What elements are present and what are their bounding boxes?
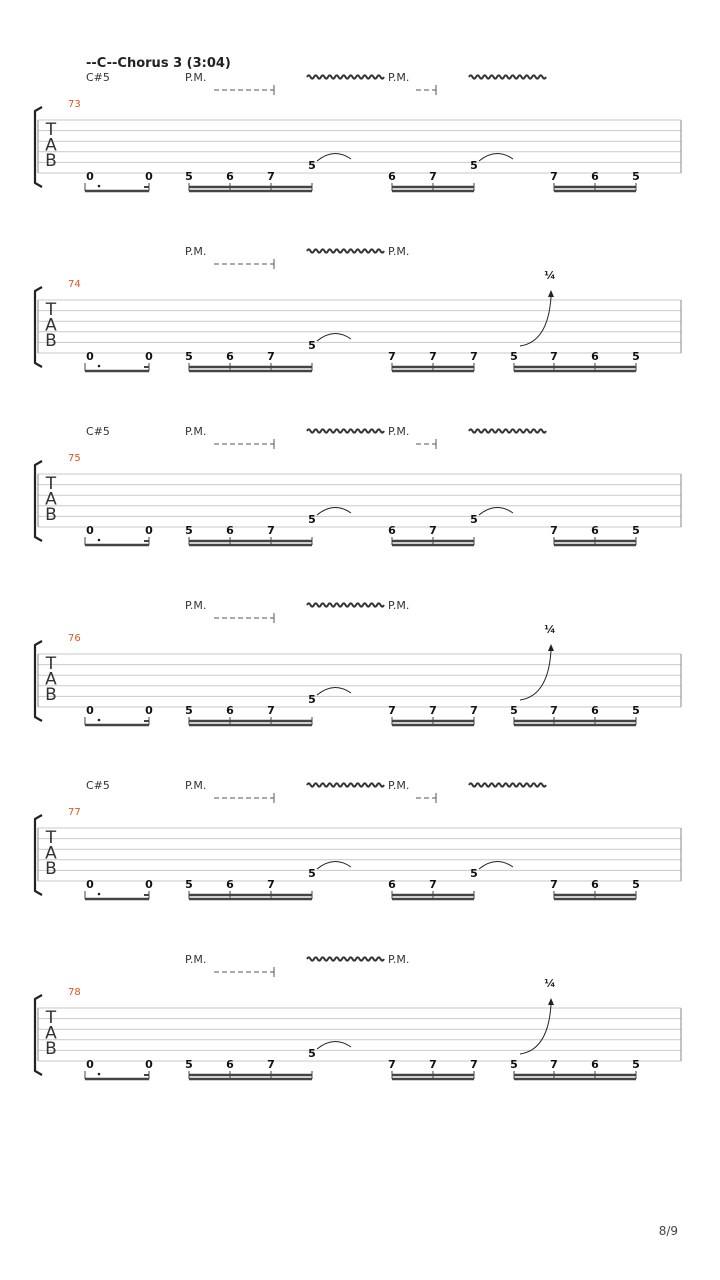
fret-number: 5 bbox=[632, 1058, 640, 1071]
vibrato-mark bbox=[469, 75, 546, 78]
fret-number: 6 bbox=[388, 170, 396, 183]
fret-number: 0 bbox=[145, 170, 153, 183]
tab-clef-letter: T bbox=[45, 1008, 57, 1028]
fret-number: 7 bbox=[429, 170, 437, 183]
fret-number: 6 bbox=[591, 170, 599, 183]
fret-number: 5 bbox=[308, 513, 316, 526]
fret-number: 5 bbox=[185, 704, 193, 717]
fret-number: 6 bbox=[591, 524, 599, 537]
fret-number: 5 bbox=[308, 339, 316, 352]
measure-number: 74 bbox=[68, 279, 81, 290]
tab-system bbox=[35, 779, 681, 899]
section-title: --C--Chorus 3 (3:04) bbox=[86, 56, 231, 71]
fret-number: 5 bbox=[308, 693, 316, 706]
palm-mute-label: P.M. bbox=[388, 425, 410, 438]
fret-number: 7 bbox=[267, 704, 275, 717]
tab-clef-letter: B bbox=[45, 151, 57, 171]
tab-clef-letter: B bbox=[45, 685, 57, 705]
fret-number: 6 bbox=[226, 878, 234, 891]
fret-number: 5 bbox=[510, 1058, 518, 1071]
chord-label: C#5 bbox=[86, 425, 110, 438]
fret-number: 5 bbox=[632, 704, 640, 717]
fret-number: 0 bbox=[145, 704, 153, 717]
fret-number: 5 bbox=[185, 350, 193, 363]
tab-system bbox=[35, 56, 681, 191]
fret-number: 7 bbox=[267, 350, 275, 363]
fret-number: 6 bbox=[226, 524, 234, 537]
fret-number: 6 bbox=[226, 170, 234, 183]
fret-number: 6 bbox=[591, 1058, 599, 1071]
fret-number: 6 bbox=[226, 704, 234, 717]
fret-number: 7 bbox=[550, 170, 558, 183]
tie-arc bbox=[317, 507, 351, 515]
palm-mute-label: P.M. bbox=[185, 779, 207, 792]
fret-number: 7 bbox=[550, 704, 558, 717]
fret-number: 5 bbox=[185, 878, 193, 891]
fret-number: 6 bbox=[388, 524, 396, 537]
fret-number: 5 bbox=[632, 350, 640, 363]
tab-system bbox=[35, 953, 681, 1079]
fret-number: 0 bbox=[86, 524, 94, 537]
tie-arc bbox=[317, 861, 351, 869]
fret-number: 7 bbox=[429, 1058, 437, 1071]
rhythm-dot bbox=[98, 539, 101, 542]
fret-number: 7 bbox=[550, 1058, 558, 1071]
palm-mute-label: P.M. bbox=[185, 599, 207, 612]
fret-number: 7 bbox=[429, 704, 437, 717]
fret-number: 0 bbox=[145, 524, 153, 537]
vibrato-mark bbox=[307, 75, 384, 78]
fret-number: 7 bbox=[267, 1058, 275, 1071]
fret-number: 5 bbox=[185, 524, 193, 537]
fret-number: 5 bbox=[510, 704, 518, 717]
tab-clef-letter: A bbox=[45, 669, 57, 690]
palm-mute-label: P.M. bbox=[185, 71, 207, 84]
fret-number: 5 bbox=[470, 867, 478, 880]
tie-arc bbox=[479, 507, 513, 515]
fret-number: 0 bbox=[86, 170, 94, 183]
fret-number: 5 bbox=[308, 1047, 316, 1060]
palm-mute-label: P.M. bbox=[185, 245, 207, 258]
bend-amount: ¼ bbox=[544, 269, 556, 282]
tab-system bbox=[35, 425, 681, 545]
fret-number: 0 bbox=[145, 878, 153, 891]
tab-clef-letter: T bbox=[45, 654, 57, 674]
fret-number: 6 bbox=[591, 704, 599, 717]
tie-arc bbox=[317, 687, 351, 695]
fret-number: 7 bbox=[267, 878, 275, 891]
fret-number: 7 bbox=[267, 524, 275, 537]
fret-number: 7 bbox=[388, 1058, 396, 1071]
fret-number: 5 bbox=[308, 159, 316, 172]
fret-number: 0 bbox=[145, 1058, 153, 1071]
tab-clef-letter: T bbox=[45, 300, 57, 320]
fret-number: 7 bbox=[429, 878, 437, 891]
palm-mute-label: P.M. bbox=[388, 779, 410, 792]
tab-clef-letter: T bbox=[45, 828, 57, 848]
fret-number: 7 bbox=[550, 524, 558, 537]
rhythm-dot bbox=[98, 365, 101, 368]
fret-number: 5 bbox=[510, 350, 518, 363]
fret-number: 7 bbox=[470, 1058, 478, 1071]
tab-clef-letter: B bbox=[45, 859, 57, 879]
fret-number: 6 bbox=[226, 350, 234, 363]
fret-number: 7 bbox=[388, 704, 396, 717]
bend-arrowhead bbox=[548, 998, 554, 1005]
fret-number: 5 bbox=[185, 170, 193, 183]
fret-number: 7 bbox=[470, 350, 478, 363]
tab-clef-letter: A bbox=[45, 315, 57, 336]
fret-number: 5 bbox=[185, 1058, 193, 1071]
fret-number: 5 bbox=[308, 867, 316, 880]
bend-arrowhead bbox=[548, 644, 554, 651]
chord-label: C#5 bbox=[86, 779, 110, 792]
fret-number: 7 bbox=[388, 350, 396, 363]
fret-number: 5 bbox=[632, 878, 640, 891]
fret-number: 0 bbox=[145, 350, 153, 363]
bend-amount: ¼ bbox=[544, 623, 556, 636]
tab-clef-letter: B bbox=[45, 1039, 57, 1059]
tab-system bbox=[35, 245, 681, 371]
rhythm-dot bbox=[98, 893, 101, 896]
fret-number: 0 bbox=[86, 1058, 94, 1071]
vibrato-mark bbox=[307, 603, 384, 606]
fret-number: 7 bbox=[429, 350, 437, 363]
fret-number: 0 bbox=[86, 350, 94, 363]
vibrato-mark bbox=[307, 249, 384, 252]
palm-mute-label: P.M. bbox=[185, 425, 207, 438]
fret-number: 6 bbox=[591, 350, 599, 363]
fret-number: 7 bbox=[470, 704, 478, 717]
chord-label: C#5 bbox=[86, 71, 110, 84]
palm-mute-label: P.M. bbox=[388, 599, 410, 612]
fret-number: 7 bbox=[550, 350, 558, 363]
measure-number: 78 bbox=[68, 987, 81, 998]
tab-system bbox=[35, 599, 681, 725]
palm-mute-label: P.M. bbox=[388, 953, 410, 966]
tab-clef-letter: A bbox=[45, 1023, 57, 1044]
tie-arc bbox=[479, 861, 513, 869]
bend-amount: ¼ bbox=[544, 977, 556, 990]
tie-arc bbox=[317, 1041, 351, 1049]
vibrato-mark bbox=[307, 429, 384, 432]
rhythm-dot bbox=[98, 1073, 101, 1076]
fret-number: 5 bbox=[632, 170, 640, 183]
fret-number: 7 bbox=[267, 170, 275, 183]
fret-number: 5 bbox=[632, 524, 640, 537]
vibrato-mark bbox=[469, 783, 546, 786]
fret-number: 0 bbox=[86, 878, 94, 891]
palm-mute-label: P.M. bbox=[388, 245, 410, 258]
tab-clef-letter: A bbox=[45, 135, 57, 156]
palm-mute-label: P.M. bbox=[388, 71, 410, 84]
fret-number: 7 bbox=[550, 878, 558, 891]
tab-clef-letter: B bbox=[45, 505, 57, 525]
tie-arc bbox=[479, 153, 513, 161]
bend-arrowhead bbox=[548, 290, 554, 297]
fret-number: 5 bbox=[470, 159, 478, 172]
measure-number: 76 bbox=[68, 633, 81, 644]
fret-number: 6 bbox=[226, 1058, 234, 1071]
fret-number: 7 bbox=[429, 524, 437, 537]
fret-number: 0 bbox=[86, 704, 94, 717]
tie-arc bbox=[317, 153, 351, 161]
tab-clef-letter: T bbox=[45, 474, 57, 494]
measure-number: 77 bbox=[68, 807, 81, 818]
fret-number: 5 bbox=[470, 513, 478, 526]
tab-clef-letter: B bbox=[45, 331, 57, 351]
palm-mute-label: P.M. bbox=[185, 953, 207, 966]
vibrato-mark bbox=[307, 957, 384, 960]
fret-number: 6 bbox=[388, 878, 396, 891]
page-number: 8/9 bbox=[658, 1224, 678, 1238]
tab-clef-letter: T bbox=[45, 120, 57, 140]
tie-arc bbox=[317, 333, 351, 341]
rhythm-dot bbox=[98, 185, 101, 188]
fret-number: 6 bbox=[591, 878, 599, 891]
rhythm-dot bbox=[98, 719, 101, 722]
measure-number: 73 bbox=[68, 99, 81, 110]
vibrato-mark bbox=[469, 429, 546, 432]
measure-number: 75 bbox=[68, 453, 81, 464]
tab-clef-letter: A bbox=[45, 843, 57, 864]
vibrato-mark bbox=[307, 783, 384, 786]
tab-clef-letter: A bbox=[45, 489, 57, 510]
